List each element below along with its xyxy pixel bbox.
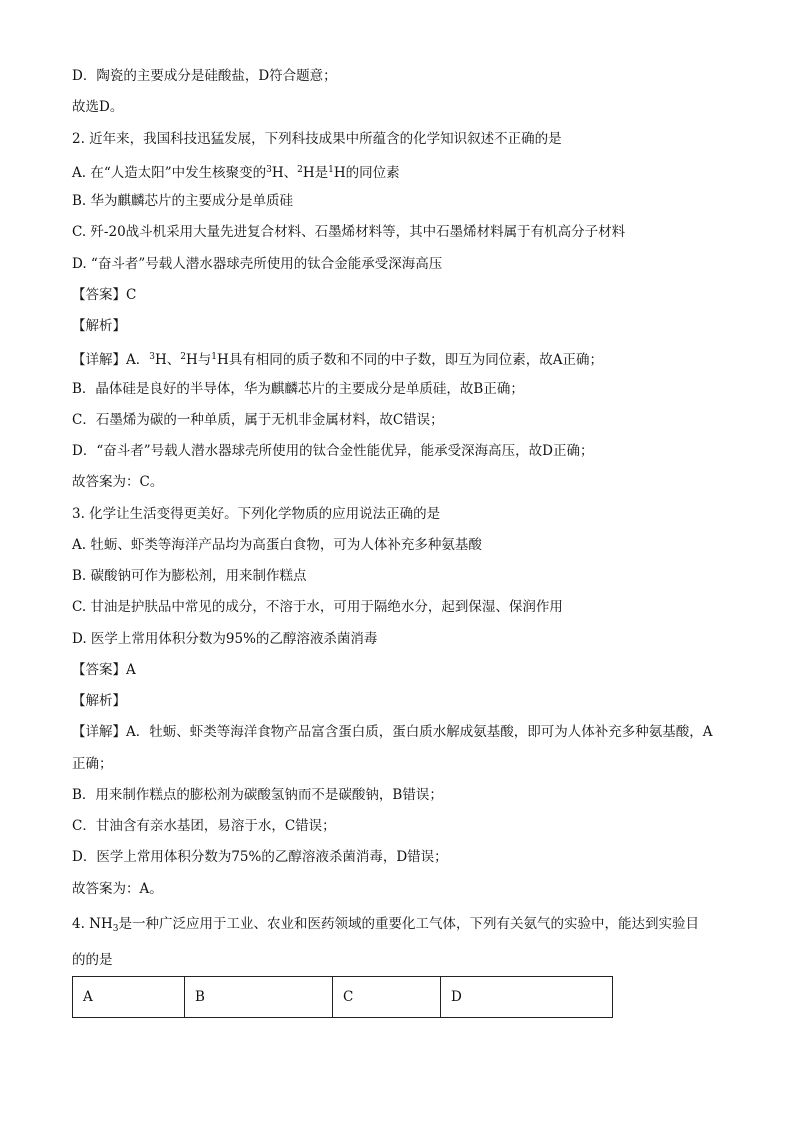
q4-stem-line1: 4. $NH_3$是一种广泛应用于工业、农业和医药领域的重要化工气体，下列有关氨气的实验中，能达到实验目 bbox=[72, 916, 699, 934]
q3-option-c: C. 甘油是护肤品中常见的成分，不溶于水，可用于隔绝水分，起到保湿、保润作用 bbox=[72, 599, 563, 615]
q4-stem-line2: 的的是 bbox=[72, 952, 113, 968]
q3-answer: 【答案】A bbox=[72, 662, 136, 678]
q3-detail-b: B．用来制作糕点的膨松剂为碳酸氢钠而不是碳酸钠，B错误； bbox=[72, 787, 443, 803]
table-row bbox=[73, 977, 613, 1018]
q4-col-a: A bbox=[73, 977, 185, 1018]
q1-selection: 故选D。 bbox=[72, 99, 124, 115]
q3-analysis-label: 【解析】 bbox=[72, 693, 126, 709]
q3-stem: 3. 化学让生活变得更美好。下列化学物质的应用说法正确的是 bbox=[72, 506, 441, 522]
q3-detail-d: D．医学上常用体积分数为75%的乙醇溶液杀菌消毒，D错误； bbox=[72, 849, 448, 865]
q3-option-b: B. 碳酸钠可作为膨松剂，用来制作糕点 bbox=[72, 568, 307, 584]
q2-detail-a: 【详解】A．$^3$H、$^2$H与$^1$H具有相同的质子数和不同的中子数，即互为同位素，故A正确； bbox=[72, 352, 604, 368]
q3-detail-c: C．甘油含有亲水基团，易溶于水，C错误； bbox=[72, 818, 336, 834]
q2-detail-b: B．晶体硅是良好的半导体，华为麒麟芯片的主要成分是单质硅，故B正确； bbox=[72, 381, 524, 397]
q2-answer: 【答案】C bbox=[72, 287, 137, 303]
q2-option-a: A. 在“人造太阳”中发生核聚变的$^3$H、$^2$H是$^1$H的同位素 bbox=[72, 165, 400, 181]
q2-stem: 2. 近年来，我国科技迅猛发展，下列科技成果中所蕴含的化学知识叙述不正确的是 bbox=[72, 131, 562, 147]
q2-conclusion: 故答案为：C。 bbox=[72, 474, 164, 490]
q4-col-b: B bbox=[185, 977, 333, 1018]
q2-option-c: C. 歼-20战斗机采用大量先进复合材料、石墨烯材料等，其中石墨烯材料属于有机高分子材料 bbox=[72, 224, 626, 240]
q2-option-b: B. 华为麒麟芯片的主要成分是单质硅 bbox=[72, 193, 294, 209]
q3-conclusion: 故答案为：A。 bbox=[72, 881, 163, 897]
q3-detail-a-line2: 正确； bbox=[72, 756, 113, 772]
q3-option-d: D. 医学上常用体积分数为95%的乙醇溶液杀菌消毒 bbox=[72, 631, 378, 647]
q2-detail-d: D．“奋斗者”号载人潜水器球壳所使用的钛合金性能优异，能承受深海高压，故D正确； bbox=[72, 443, 594, 459]
q1-option-d-explanation: D．陶瓷的主要成分是硅酸盐，D符合题意； bbox=[72, 68, 337, 84]
q3-option-a: A. 牡蛎、虾类等海洋产品均为高蛋白食物，可为人体补充多种氨基酸 bbox=[72, 537, 482, 553]
q4-options-table bbox=[72, 976, 613, 1018]
q4-col-c: C bbox=[333, 977, 441, 1018]
q2-analysis-label: 【解析】 bbox=[72, 318, 126, 334]
q2-detail-c: C．石墨烯为碳的一种单质，属于无机非金属材料，故C错误； bbox=[72, 412, 444, 428]
q3-detail-a-line1: 【详解】A．牡蛎、虾类等海洋食物产品富含蛋白质，蛋白质水解成氨基酸，即可为人体补充多种氨基酸，A bbox=[72, 724, 713, 740]
ammonia-formula: $NH_3$ bbox=[89, 916, 119, 934]
q2-option-d: D. “奋斗者”号载人潜水器球壳所使用的钛合金能承受深海高压 bbox=[72, 256, 443, 272]
q4-col-d: D bbox=[441, 977, 613, 1018]
